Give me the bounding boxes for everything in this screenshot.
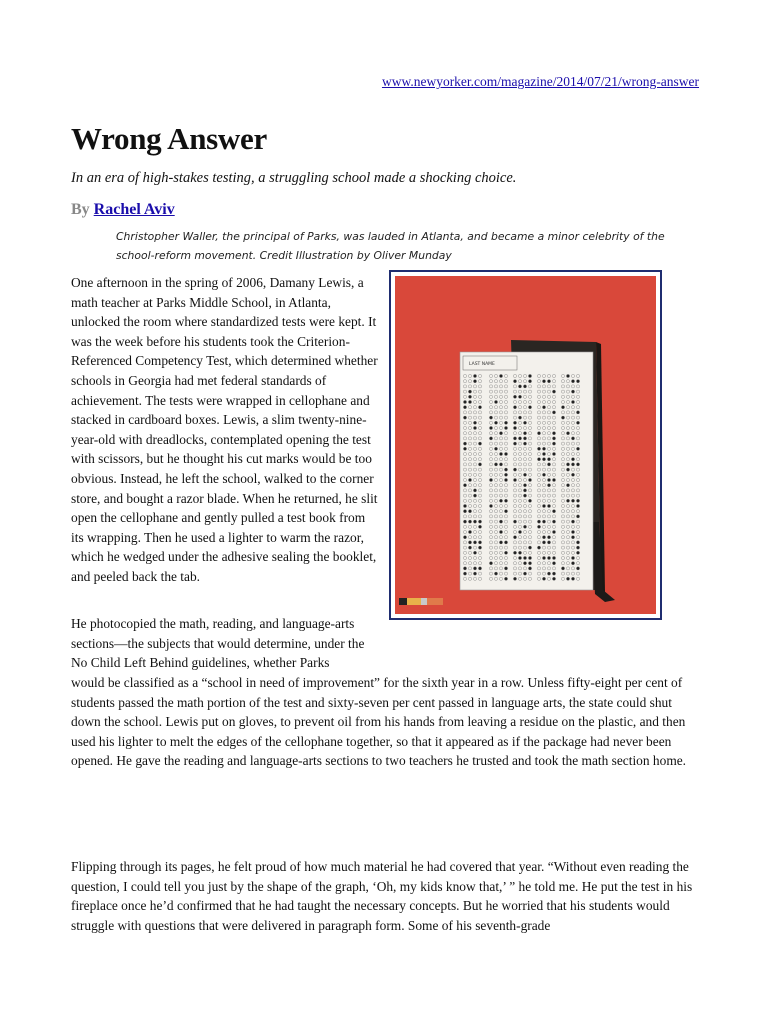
answer-bubble [468, 510, 471, 513]
answer-bubble [528, 562, 531, 565]
answer-bubble [504, 510, 507, 513]
answer-bubble [504, 478, 507, 481]
answer-bubble [478, 463, 481, 466]
answer-bubble [552, 556, 555, 559]
author-link[interactable]: Rachel Aviv [93, 201, 175, 218]
answer-bubble [513, 421, 516, 424]
answer-bubble [504, 468, 507, 471]
answer-bubble [566, 577, 569, 580]
answer-bubble [478, 406, 481, 409]
answer-bubble [523, 572, 526, 575]
answer-bubble [528, 556, 531, 559]
answer-bubble [513, 551, 516, 554]
answer-bubble [523, 437, 526, 440]
answer-bubble [504, 577, 507, 580]
answer-bubble [478, 546, 481, 549]
answer-bubble [571, 380, 574, 383]
answer-bubble [478, 567, 481, 570]
illustration-caption: Christopher Waller, the principal of Parks, was lauded in Atlanta, and became a minor celebrity of the school-reform movement. Credit Illustration by Oliver Munday [116, 230, 665, 262]
answer-bubble [547, 458, 550, 461]
answer-bubble [499, 452, 502, 455]
answer-bubble [518, 530, 521, 533]
answer-bubble [523, 562, 526, 565]
answer-bubble [528, 406, 531, 409]
answer-bubble [552, 432, 555, 435]
answer-bubble [552, 478, 555, 481]
answer-bubble [547, 504, 550, 507]
answer-bubble [473, 567, 476, 570]
answer-bubble [473, 489, 476, 492]
answer-bubble [576, 546, 579, 549]
answer-bubble [473, 421, 476, 424]
answer-bubble [528, 546, 531, 549]
answer-bubble [523, 494, 526, 497]
answer-bubble [576, 463, 579, 466]
answer-bubble [542, 577, 545, 580]
answer-bubble [571, 458, 574, 461]
answer-bubble [537, 546, 540, 549]
answer-bubble [523, 473, 526, 476]
answer-bubble [478, 525, 481, 528]
answer-bubble [552, 530, 555, 533]
answer-bubble [504, 426, 507, 429]
answer-bubble [513, 478, 516, 481]
answer-bubble [576, 541, 579, 544]
article-illustration [389, 270, 662, 620]
answer-bubble [542, 380, 545, 383]
sheet-label: LAST NAME [469, 362, 495, 367]
answer-bubble [571, 530, 574, 533]
pencil [399, 598, 443, 605]
answer-bubble [473, 426, 476, 429]
article-deck: In an era of high-stakes testing, a struggling school made a shocking choice. [71, 170, 517, 186]
answer-bubble [523, 484, 526, 487]
answer-bubble [518, 385, 521, 388]
answer-bubble [513, 520, 516, 523]
answer-bubble [571, 536, 574, 539]
answer-bubble [504, 541, 507, 544]
answer-bubble [473, 380, 476, 383]
answer-bubble [571, 556, 574, 559]
answer-bubble [499, 374, 502, 377]
answer-bubble [571, 473, 574, 476]
answer-bubble [566, 463, 569, 466]
answer-bubble [494, 400, 497, 403]
answer-bubble [576, 567, 579, 570]
answer-bubble [547, 572, 550, 575]
answer-bubble [542, 406, 545, 409]
answer-bubble [473, 494, 476, 497]
answer-bubble [513, 577, 516, 580]
answer-bubble [489, 478, 492, 481]
answer-bubble [494, 463, 497, 466]
answer-bubble [542, 520, 545, 523]
answer-bubble [542, 447, 545, 450]
answer-bubble [528, 499, 531, 502]
answer-bubble [523, 489, 526, 492]
answer-bubble [566, 468, 569, 471]
answer-bubble [552, 437, 555, 440]
byline-prefix: By [71, 201, 90, 218]
answer-bubble [542, 541, 545, 544]
answer-bubble [463, 447, 466, 450]
answer-bubble [473, 551, 476, 554]
byline [71, 201, 175, 219]
answer-bubble [542, 504, 545, 507]
answer-bubble [561, 406, 564, 409]
answer-bubble [513, 442, 516, 445]
paragraph-2-continued: would be classified as a “school in need of improvement” for the sixth year in a row. Unless fifty-eight per cent of students passed the math portion of the test and sixty-seven per cent passed in language arts, the state could shut down the school. Lewis put on gloves, to prevent oil from his hands from leaving a residue on the plastic, and then used his lighter to melt the edges of the cellophane together, so that it appeared as if the package had never been opened. He gave the reading and language-arts sections to two teachers he trusted and took the math section home. [71, 675, 687, 769]
answer-bubble [576, 515, 579, 518]
answer-bubble [523, 421, 526, 424]
answer-bubble [576, 380, 579, 383]
answer-bubble [489, 504, 492, 507]
answer-bubble [489, 437, 492, 440]
answer-bubble [468, 546, 471, 549]
answer-bubble [547, 484, 550, 487]
answer-bubble [528, 374, 531, 377]
answer-bubble [468, 541, 471, 544]
answer-bubble [552, 510, 555, 513]
answer-bubble [463, 567, 466, 570]
answer-bubble [504, 421, 507, 424]
paragraph-3: Flipping through its pages, he felt proud of how much material he had covered that year. “Without even reading the question, I could tell you just by the shape of the graph, ‘Oh, my kids know that,’ ” he told me. He put the test in his fireplace once he’d confirmed that he had taught the necessary concepts. But he worried that his students would struggle with questions that were delivered in paragraph form. Some of his seventh-grade [71, 859, 693, 933]
answer-bubble [463, 510, 466, 513]
answer-bubble [513, 468, 516, 471]
answer-bubble [478, 442, 481, 445]
answer-bubble [571, 437, 574, 440]
paragraph-1: One afternoon in the spring of 2006, Damany Lewis, a math teacher at Parks Middle School, in Atlanta, unlocked the room where standardized tests were kept. It was the week before his students took the Criterion-Referenced Competency Test, which determined whether schools in Georgia had met federal standards of achievement. The tests were wrapped in cellophane and stacked in cardboard boxes. Lewis, a slim twenty-nine-year-old with dreadlocks, contemplated opening the test with scissors, but he thought his cut marks would be too obvious. Instead, he left the school, walked to the corner store, and bought a razor blade. When he returned, he slit open the cellophane and gently pulled a test book from its wrapping. Then he used a lighter to warm the razor, which he wedged under the adhesive sealing the booklet, and peeled back the tab. [71, 275, 378, 584]
answer-bubble [547, 380, 550, 383]
answer-bubble [576, 447, 579, 450]
answer-bubble [571, 400, 574, 403]
answer-bubble [518, 395, 521, 398]
answer-bubble [542, 452, 545, 455]
answer-bubble [518, 556, 521, 559]
answer-bubble [552, 390, 555, 393]
answer-bubble [566, 499, 569, 502]
answer-bubble [504, 551, 507, 554]
answer-bubble [463, 416, 466, 419]
answer-bubble [499, 530, 502, 533]
answer-bubble [463, 406, 466, 409]
answer-bubble [473, 374, 476, 377]
answer-bubble [463, 504, 466, 507]
answer-bubble [547, 556, 550, 559]
answer-bubble [463, 520, 466, 523]
answer-bubble [518, 416, 521, 419]
answer-bubble [478, 520, 481, 523]
answer-bubble [537, 520, 540, 523]
answer-bubble [528, 478, 531, 481]
answer-bubble [468, 400, 471, 403]
answer-bubble [523, 556, 526, 559]
answer-bubble [547, 463, 550, 466]
answer-bubble [463, 400, 466, 403]
answer-bubble [571, 520, 574, 523]
answer-bubble [571, 463, 574, 466]
answer-bubble [552, 520, 555, 523]
answer-bubble [552, 411, 555, 414]
answer-bubble [473, 520, 476, 523]
answer-bubble [523, 385, 526, 388]
answer-bubble [489, 426, 492, 429]
answer-bubble [552, 572, 555, 575]
answer-bubble [547, 536, 550, 539]
answer-bubble [542, 536, 545, 539]
answer-bubble [523, 525, 526, 528]
answer-bubble [513, 395, 516, 398]
answer-bubble [489, 562, 492, 565]
article-url-link[interactable]: www.newyorker.com/magazine/2014/07/21/wrong-answer [381, 74, 699, 89]
answer-bubble [468, 530, 471, 533]
answer-bubble [528, 567, 531, 570]
answer-bubble [576, 411, 579, 414]
answer-bubble [468, 520, 471, 523]
answer-bubble [518, 437, 521, 440]
answer-bubble [499, 520, 502, 523]
answer-bubble [537, 458, 540, 461]
answer-bubble [468, 478, 471, 481]
answer-bubble [468, 390, 471, 393]
answer-bubble [571, 577, 574, 580]
answer-bubble [542, 458, 545, 461]
answer-sheet [460, 352, 593, 590]
answer-bubble [463, 536, 466, 539]
answer-bubble [473, 572, 476, 575]
answer-bubble [513, 536, 516, 539]
answer-bubble [571, 390, 574, 393]
answer-bubble [499, 499, 502, 502]
answer-bubble [473, 541, 476, 544]
answer-bubble [478, 541, 481, 544]
answer-bubble [566, 484, 569, 487]
answer-bubble [513, 426, 516, 429]
answer-bubble [576, 551, 579, 554]
answer-bubble [518, 551, 521, 554]
answer-bubble [552, 442, 555, 445]
answer-bubble [576, 504, 579, 507]
answer-bubble [566, 374, 569, 377]
answer-bubble [523, 442, 526, 445]
answer-bubble [504, 473, 507, 476]
answer-bubble [528, 380, 531, 383]
answer-bubble [552, 577, 555, 580]
answer-bubble [504, 567, 507, 570]
answer-bubble [561, 567, 564, 570]
answer-bubble [504, 499, 507, 502]
answer-bubble [468, 395, 471, 398]
answer-bubble [542, 556, 545, 559]
answer-bubble [513, 380, 516, 383]
answer-bubble [537, 525, 540, 528]
answer-bubble [463, 484, 466, 487]
answer-bubble [504, 452, 507, 455]
answer-bubble [571, 562, 574, 565]
answer-bubble [552, 562, 555, 565]
answer-bubble [523, 432, 526, 435]
answer-bubble [463, 442, 466, 445]
answer-bubble [552, 452, 555, 455]
answer-bubble [547, 478, 550, 481]
answer-bubble [499, 463, 502, 466]
answer-bubble [576, 421, 579, 424]
answer-bubble [494, 447, 497, 450]
answer-bubble [494, 421, 497, 424]
answer-bubble [566, 432, 569, 435]
paragraph-2-start: He photocopied the math, reading, and language-arts sections—the subjects that would determine, under the No Child Left Behind guidelines, whether Parks [71, 616, 365, 671]
answer-bubble [499, 432, 502, 435]
answer-bubble [494, 572, 497, 575]
answer-bubble [542, 473, 545, 476]
answer-bubble [489, 416, 492, 419]
answer-bubble [576, 499, 579, 502]
answer-bubble [513, 437, 516, 440]
answer-bubble [571, 499, 574, 502]
answer-bubble [499, 541, 502, 544]
article-title: Wrong Answer [71, 121, 267, 156]
answer-bubble [537, 432, 540, 435]
answer-bubble [513, 406, 516, 409]
answer-bubble [547, 541, 550, 544]
answer-bubble [561, 416, 564, 419]
answer-bubble [463, 572, 466, 575]
answer-bubble [537, 447, 540, 450]
